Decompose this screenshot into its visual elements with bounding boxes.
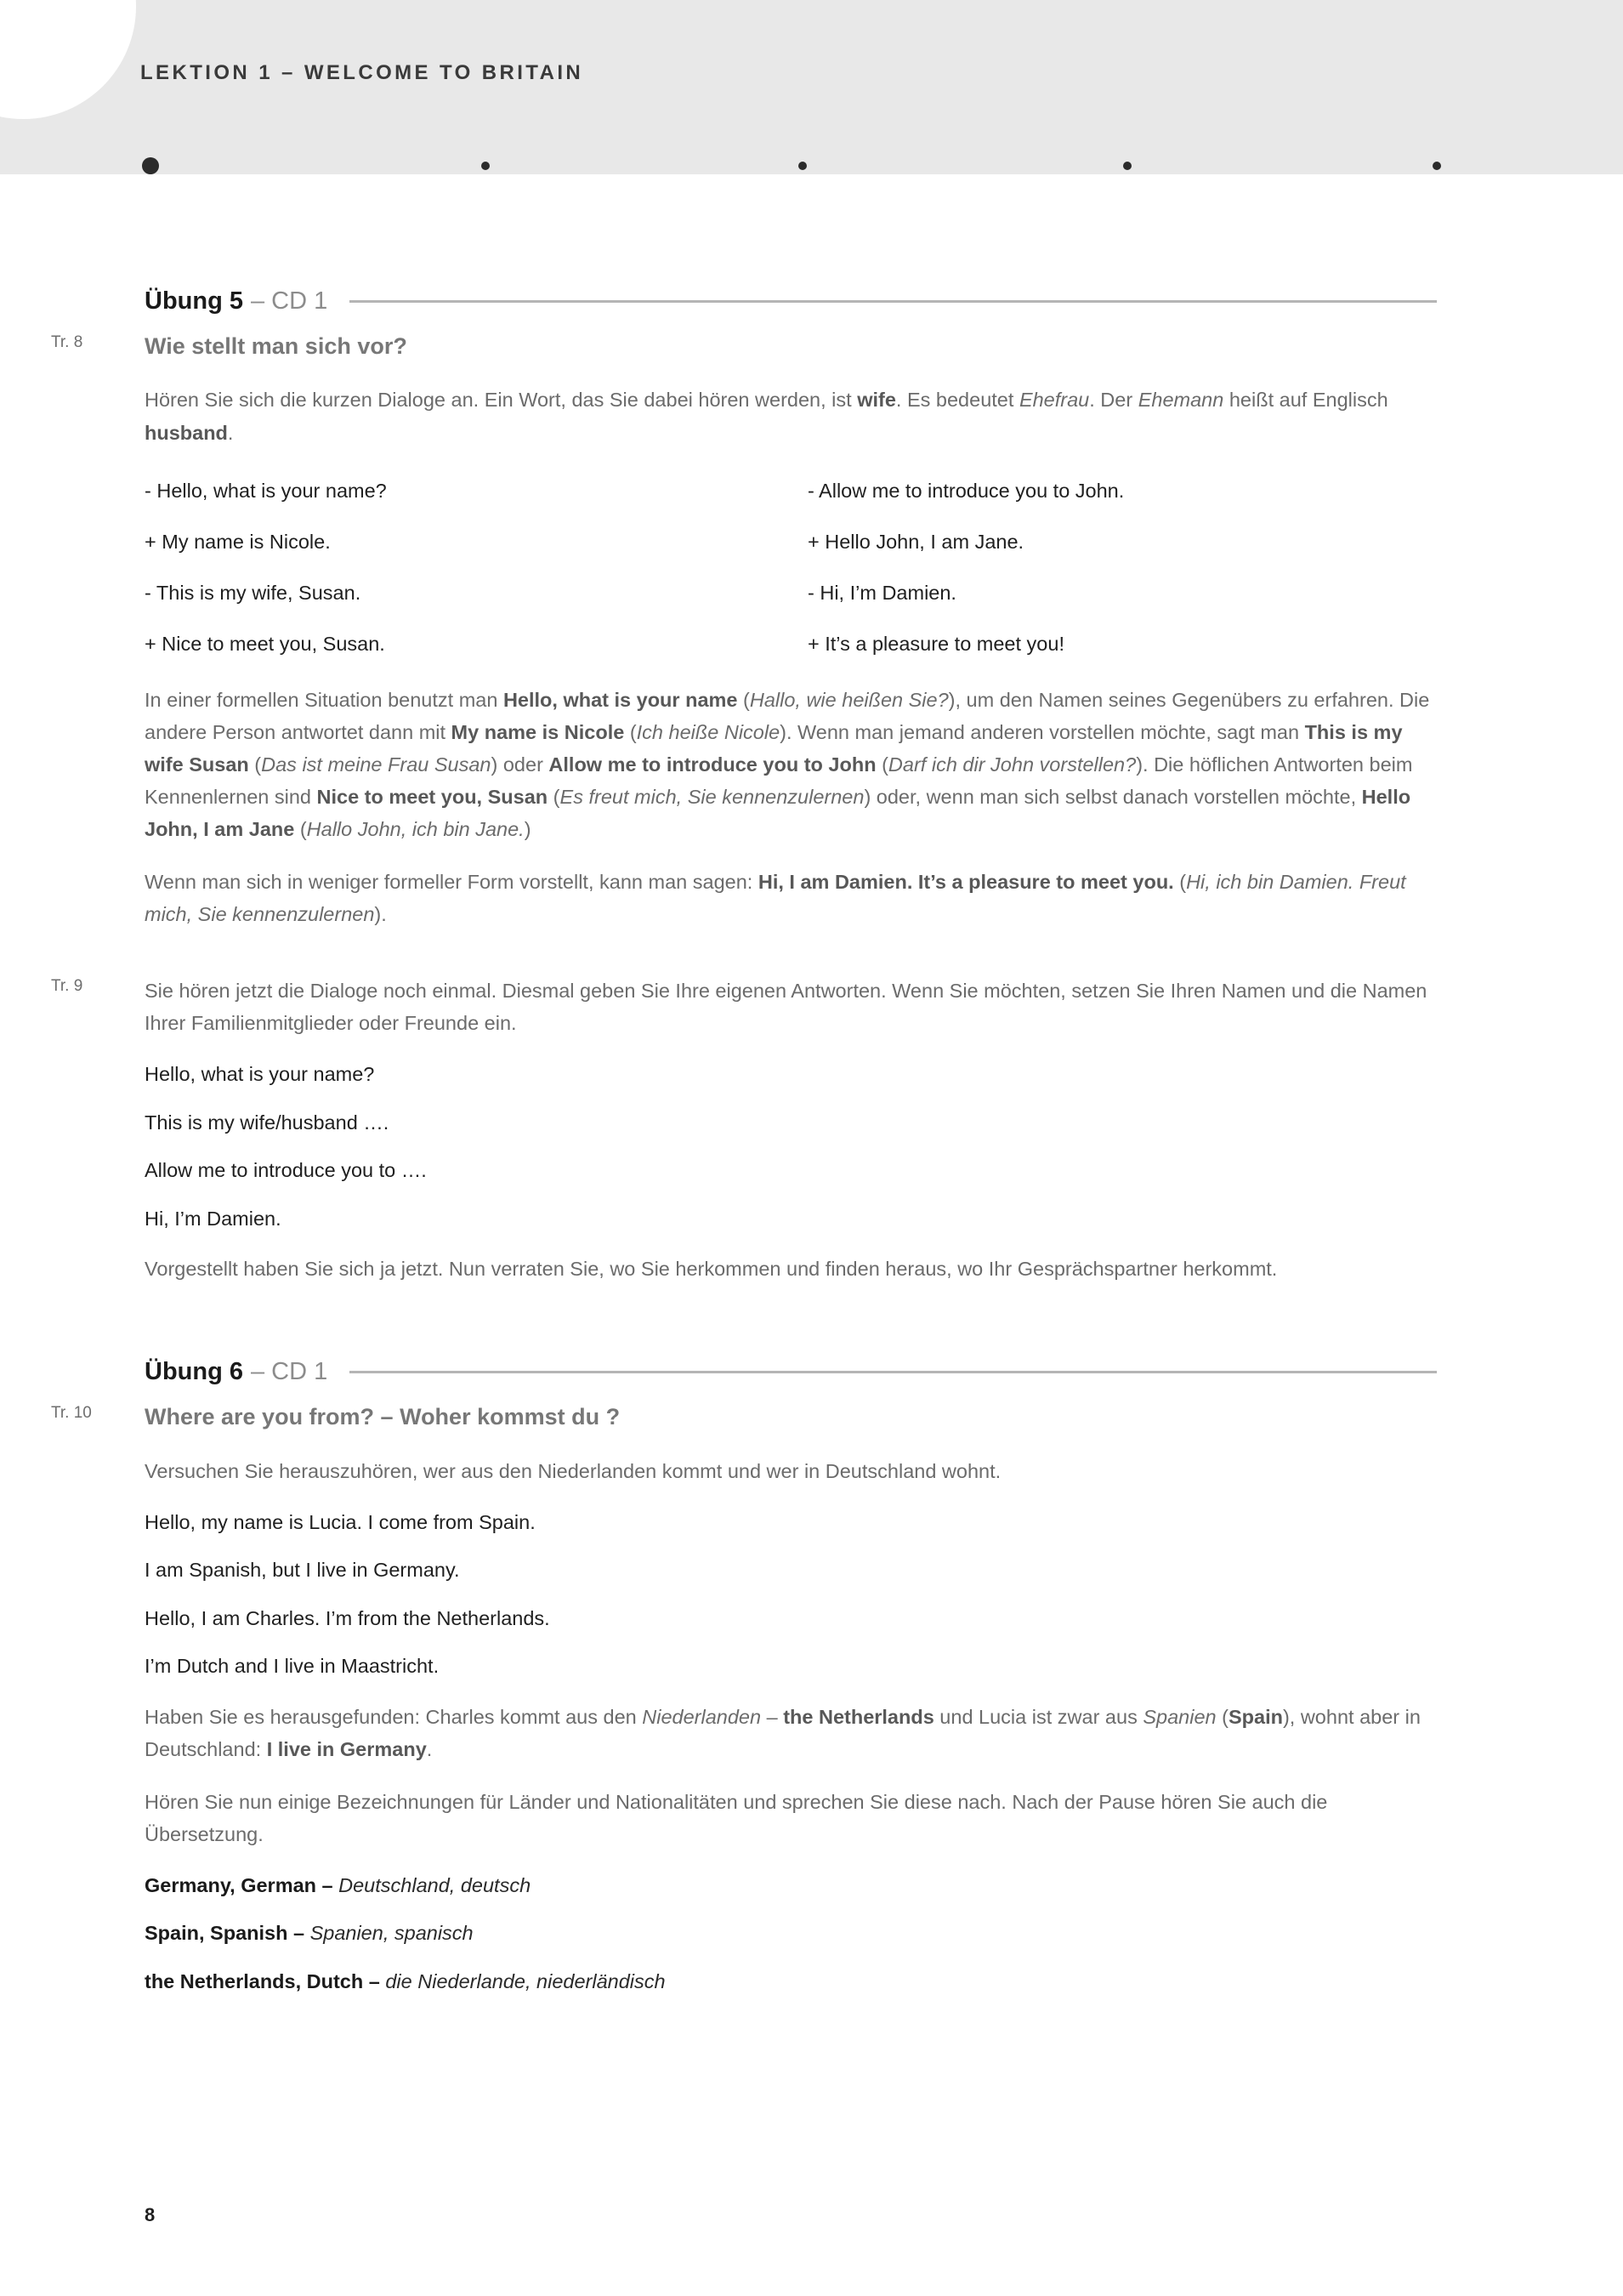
page-number: 8: [145, 2204, 156, 2225]
exercise-5-explanation-paragraph: [145, 684, 1437, 845]
exercise-5-dialogue: [145, 480, 1437, 656]
exp-t7: ) oder: [491, 753, 549, 776]
progress-dot-5: [1433, 162, 1441, 170]
exercise-6-rule: [349, 1371, 1437, 1373]
track-9-intro: Sie hören jetzt die Dialoge noch einmal. Diesmal geben Sie Ihre eigenen Antworten. Wenn Sie möchten, setzen Sie Ihren Namen und die Namen Ihrer Familienmitglieder oder Freunde ein.: [145, 980, 1427, 1035]
sol-i1: Niederlanden: [642, 1705, 762, 1728]
dialogue-right-line-4: + It’s a pleasure to meet you!: [808, 632, 1064, 655]
intro-bold-wife: wife: [857, 389, 896, 412]
track-9-practice-lines: [0, 1065, 1623, 1229]
practice-line-2: This is my wife/husband ….: [145, 1111, 389, 1134]
page-content: [0, 174, 1623, 1992]
sol-b1: the Netherlands: [783, 1705, 934, 1728]
vocabulary-item-2-en: Spain, Spanish –: [145, 1922, 305, 1945]
exp-b1: Hello, what is your name: [502, 688, 738, 711]
vocabulary-item-3: [145, 1969, 1623, 1992]
example-line-2: I am Spanish, but I live in Germany.: [145, 1559, 460, 1582]
dialogue-right-line-3: - Hi, I’m Damien.: [808, 581, 956, 604]
exp-t2: (: [737, 688, 750, 711]
vocabulary-item-3-de: die Niederlande, niederländisch: [385, 1969, 666, 1992]
exp-t12: (: [294, 817, 307, 840]
header-corner-cutout: [0, 0, 136, 119]
track-marker-9: Tr. 9: [51, 977, 83, 995]
exercise-5-number: Übung 5: [145, 287, 243, 315]
example-line-4: I’m Dutch and I live in Maastricht.: [145, 1655, 440, 1678]
practice-line-1: Hello, what is your name?: [145, 1063, 375, 1086]
sol-t5: ), wohnt aber in Deutschland:: [145, 1705, 1421, 1760]
intro-text-5: .: [227, 421, 234, 444]
exercise-5-heading: Wie stellt man sich vor?: [145, 333, 407, 359]
dialogue-right-line-1: - Allow me to introduce you to John.: [808, 479, 1125, 502]
exp-i1: Hallo, wie heißen Sie?: [749, 688, 949, 711]
track-marker-8: Tr. 8: [51, 333, 83, 351]
exercise-6-subheading-row: [51, 1401, 1437, 1432]
sol-t1: Haben Sie es herausgefunden: Charles kommt aus den: [145, 1705, 643, 1728]
vocabulary-item-1-de: Deutschland, deutsch: [338, 1873, 531, 1896]
progress-dot-2: [481, 162, 490, 170]
exp-i6: Hallo John, ich bin Jane.: [306, 817, 525, 840]
exercise-6-solution-paragraph: [145, 1701, 1437, 1765]
intro-italic-ehemann: Ehemann: [1138, 389, 1224, 412]
exp-b3: This is my wife Susan: [145, 720, 1403, 776]
exp-t3: ), um den Namen seines Gegenübers zu erfahren. Die andere Person antwortet dann mit: [145, 688, 1430, 743]
exercise-5-cd: – CD 1: [251, 287, 328, 315]
intro-text-2: . Es bedeutet: [895, 389, 1019, 412]
dialogue-left-line-1: - Hello, what is your name?: [145, 479, 387, 502]
intro-text-3: . Der: [1089, 389, 1138, 412]
exercise-5-subheading-row: [51, 331, 1437, 361]
exp-t9: ). Die höflichen Antworten beim Kennenlernen sind: [145, 753, 1413, 808]
vocabulary-item-3-en: the Netherlands, Dutch –: [145, 1969, 380, 1992]
exp-t5: ). Wenn man jemand anderen vorstellen möchte, sagt man: [780, 720, 1305, 743]
practice-line-4: Hi, I’m Damien.: [145, 1207, 281, 1230]
sol-t4: (: [1216, 1705, 1229, 1728]
sol-t2: –: [761, 1705, 784, 1728]
sol-b2: Spain: [1228, 1705, 1283, 1728]
exercise-5-header: [145, 287, 1437, 315]
track-9-intro-row: [51, 975, 1437, 1039]
sol-t3: und Lucia ist zwar aus: [934, 1705, 1143, 1728]
dialogue-left-line-4: + Nice to meet you, Susan.: [145, 632, 385, 655]
progress-dot-1: [142, 157, 159, 174]
vocabulary-item-1-en: Germany, German –: [145, 1873, 333, 1896]
exp-t13: ): [524, 817, 531, 840]
vocabulary-item-1: [145, 1873, 1623, 1896]
progress-dot-3: [798, 162, 807, 170]
exercise-5-block: [0, 287, 1623, 930]
exercise-6-intro: Versuchen Sie herauszuhören, wer aus den Niederlanden kommt und wer in Deutschland wohnt.: [145, 1459, 1002, 1482]
exercise-5-intro-paragraph: [145, 384, 1437, 448]
progress-dot-4: [1123, 162, 1132, 170]
intro-bold-husband: husband: [145, 421, 228, 444]
vocabulary-list: [0, 1873, 1623, 1992]
exp2-b1: Hi, I am Damien. It’s a pleasure to meet you.: [758, 870, 1174, 893]
intro-text-4: heißt auf Englisch: [1223, 389, 1388, 412]
dialogue-left-line-3: - This is my wife, Susan.: [145, 581, 361, 604]
intro-italic-ehefrau: Ehefrau: [1019, 389, 1090, 412]
exp-b5: Nice to meet you, Susan: [316, 785, 548, 808]
exercise-6-block: [0, 1358, 1623, 1992]
exp-t6: (: [248, 753, 262, 776]
exercise-5-informal-paragraph: [145, 866, 1437, 930]
exp-b4: Allow me to introduce you to John: [548, 753, 877, 776]
exercise-6-example-lines: [0, 1510, 1623, 1678]
page-title: LEKTION 1 – WELCOME TO BRITAIN: [140, 61, 584, 84]
vocabulary-item-2: [145, 1924, 1623, 1944]
exercise-6-listen-note: Hören Sie nun einige Bezeichnungen für Länder und Nationalitäten und sprechen Sie diese nach. Nach der Pause hören Sie auch die Übersetzung.: [145, 1790, 1328, 1845]
exp-t10: (: [548, 785, 560, 808]
intro-text-1: Hören Sie sich die kurzen Dialoge an. Ein Wort, das Sie dabei hören werden, ist: [145, 389, 858, 412]
exp-i3: Das ist meine Frau Susan: [261, 753, 491, 776]
sol-t6: .: [426, 1737, 433, 1760]
exp2-i1: Hi, ich bin Damien. Freut mich, Sie kennenzulernen: [145, 870, 1406, 925]
exp-t1: In einer formellen Situation benutzt man: [145, 688, 503, 711]
exercise-5-rule: [349, 300, 1437, 303]
exercise-6-header: [145, 1358, 1437, 1386]
dialogue-right-line-2: + Hello John, I am Jane.: [808, 530, 1024, 553]
sol-i2: Spanien: [1143, 1705, 1217, 1728]
exp-b6: Hello John, I am Jane: [145, 785, 1411, 840]
exp-t8: (: [876, 753, 888, 776]
example-line-1: Hello, my name is Lucia. I come from Spain.: [145, 1510, 536, 1533]
sol-b3: I live in Germany: [266, 1737, 427, 1760]
exp-t4: (: [624, 720, 637, 743]
exp2-t2: (: [1173, 870, 1187, 893]
track-9-outro: Vorgestellt haben Sie sich ja jetzt. Nun verraten Sie, wo Sie herkommen und finden heraus, wo Ihr Gesprächspartner herkommt.: [145, 1258, 1278, 1281]
practice-line-3: Allow me to introduce you to ….: [145, 1159, 427, 1182]
track-9-block: [0, 975, 1623, 1285]
exp-t11: ) oder, wenn man sich selbst danach vorstellen möchte,: [864, 785, 1362, 808]
track-marker-10: Tr. 10: [51, 1404, 92, 1423]
exp2-t3: ).: [374, 902, 387, 925]
exp-i2: Ich heiße Nicole: [636, 720, 780, 743]
exp2-t1: Wenn man sich in weniger formeller Form vorstellt, kann man sagen:: [145, 870, 758, 893]
example-line-3: Hello, I am Charles. I’m from the Netherlands.: [145, 1606, 550, 1629]
exercise-6-number: Übung 6: [145, 1358, 243, 1386]
exp-b2: My name is Nicole: [451, 720, 625, 743]
dialogue-left-line-2: + My name is Nicole.: [145, 530, 331, 553]
page-header-band: [0, 0, 1623, 174]
exp-i4: Darf ich dir John vorstellen?: [888, 753, 1137, 776]
exercise-6-heading: Where are you from? – Woher kommst du ?: [145, 1404, 621, 1430]
vocabulary-item-2-de: Spanien, spanisch: [309, 1922, 474, 1945]
exercise-6-cd: – CD 1: [251, 1358, 328, 1386]
exp-i5: Es freut mich, Sie kennenzulernen: [559, 785, 865, 808]
